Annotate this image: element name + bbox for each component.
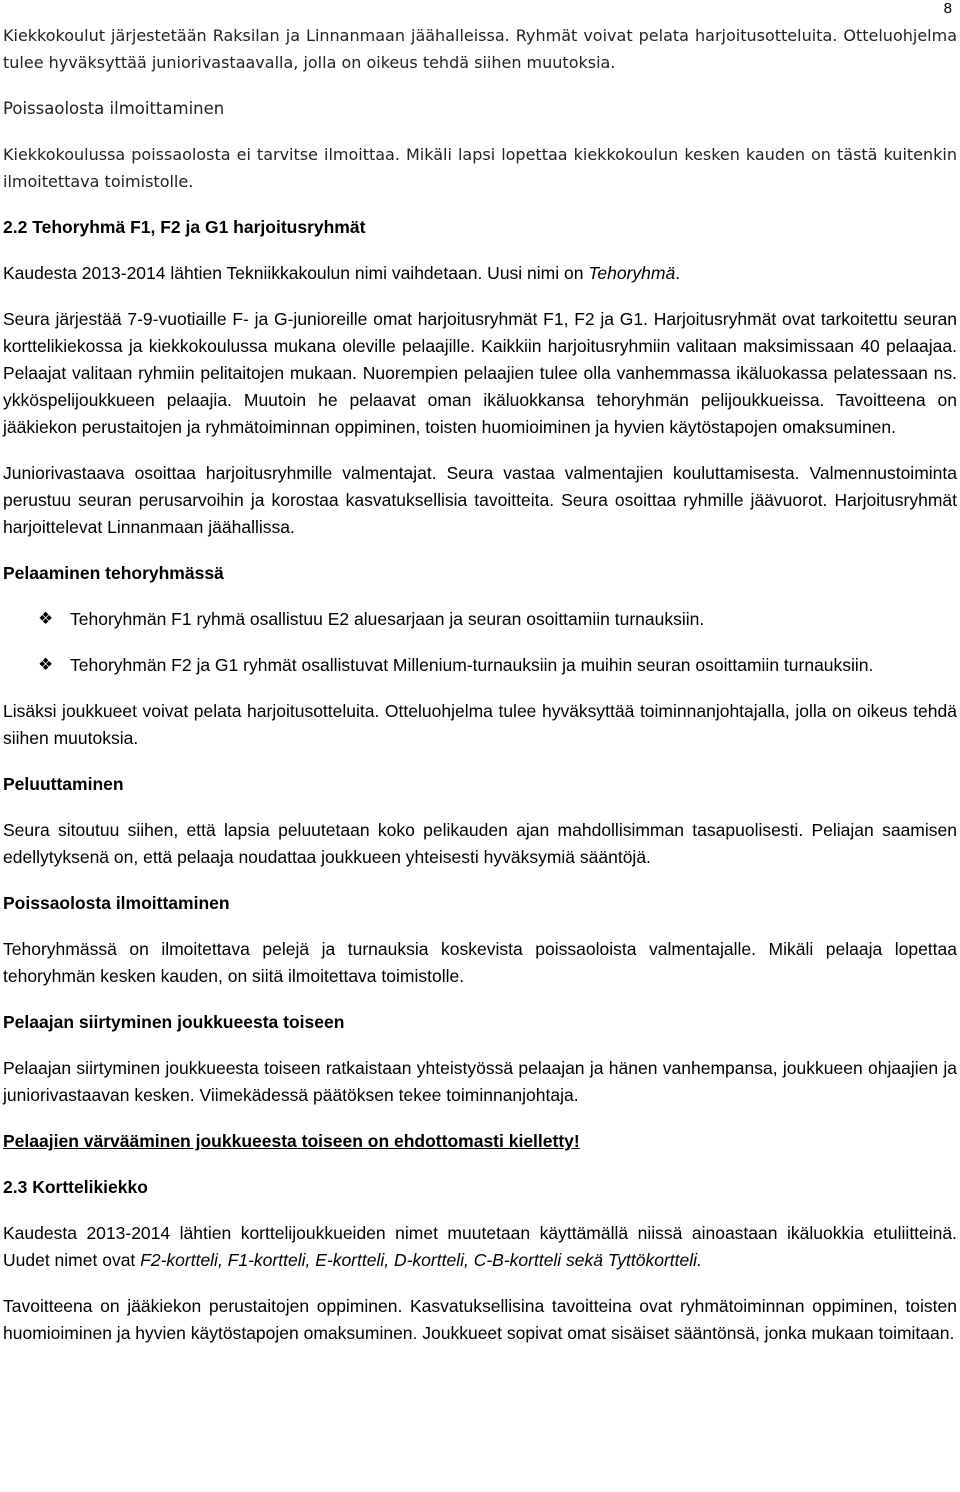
heading-siirtyminen: Pelaajan siirtyminen joukkueesta toiseen — [3, 1012, 345, 1032]
paragraph-kiekkokoulu-poissaolo: Kiekkokoulussa poissaolosta ei tarvitse ilmoittaa. Mikäli lapsi lopettaa kiekkokoulun kesken kauden on tästä kuitenkin ilmoitettava toimistolle. — [3, 145, 957, 191]
korttelikiekko-names-italic: F2-kortteli, F1-kortteli, E-kortteli, D-kortteli, C-B-kortteli sekä Tyttökortteli. — [140, 1250, 702, 1270]
warning-varvaaminen — [3, 1128, 957, 1155]
diamond-bullet-icon: ❖ — [38, 609, 54, 629]
bullet-item-f2-g1 — [38, 652, 957, 679]
paragraph-peluuttaminen: Seura sitoutuu siihen, että lapsia peluutetaan koko pelikauden ajan mahdollisimman tasapuolisesti. Peliajan saamisen edellytyksenä on, että pelaaja noudattaa joukkueen yhteisesti hyväksymiä sääntöjä. — [3, 820, 957, 867]
heading-section-2-2: 2.2 Tehoryhmä F1, F2 ja G1 harjoitusryhmät — [3, 217, 366, 237]
bullet-text-f1: Tehoryhmän F1 ryhmä osallistuu E2 aluesarjaan ja seuran osoittamiin turnauksiin. — [70, 609, 705, 629]
korttelikiekko-text: Kaudesta 2013-2014 lähtien korttelijoukkueiden nimet muutetaan käyttämällä niissä ainoastaan ikäluokkia etuliitteinä. Uudet nimet ovat — [3, 1223, 957, 1270]
page-number: 8 — [943, 0, 952, 17]
paragraph-tehoryhma-poissaolo: Tehoryhmässä on ilmoitettava pelejä ja turnauksia koskevista poissaoloista valmentajalle. Mikäli pelaaja lopettaa tehoryhmän kesken kauden, on siitä ilmoitettava toimistolle. — [3, 939, 957, 986]
paragraph-tehoryhma-text: Kaudesta 2013-2014 lähtien Tekniikkakoulun nimi vaihdetaan. Uusi nimi on — [3, 263, 589, 283]
bullet-item-f1 — [38, 606, 957, 633]
heading-peluuttaminen: Peluuttaminen — [3, 774, 124, 794]
paragraph-harjoitusryhmat: Seura järjestää 7-9-vuotiaille F- ja G-junioreille omat harjoitusryhmät F1, F2 ja G1. Harjoitusryhmät ovat tarkoitettu seuran korttelikiekossa ja kiekkokoulussa mukana oleville pelaajille. Kaikkiin harjoitusryhmiin valitaan maksimissaan 40 pelaajaa. Pelaajat valitaan ryhmiin pelitaitojen mukaan. Nuorempien pelaajien tulee olla vanhemmassa ikäluokassa pelatessaan ns. ykköspelijoukkueen pelaajia. Muutoin he pelaavat oman ikäluokkansa tehoryhmän pelijoukkueissa. Tavoitteena on jääkiekon perustaitojen ja ryhmätoiminnan oppiminen, toisten huomioiminen ja hyvien käytöstapojen omaksuminen. — [3, 309, 957, 437]
paragraph-kiekkokoulut: Kiekkokoulut järjestetään Raksilan ja Linnanmaan jäähalleissa. Ryhmät voivat pelata harjoitusotteluita. Otteluohjelma tulee hyväksyttää juniorivastaavalla, jolla on oikeus tehdä siihen muutoksia. — [3, 26, 957, 72]
diamond-bullet-icon: ❖ — [38, 655, 54, 675]
paragraph-valmentajat: Juniorivastaava osoittaa harjoitusryhmille valmentajat. Seura vastaa valmentajien kouluttamisesta. Valmennustoiminta perustuu seuran perusarvoihin ja korostaa kasvatuksellisia tavoitteita. Seura osoittaa ryhmille jäävuorot. Harjoitusryhmät harjoittelevat Linnanmaan jäähallissa. — [3, 463, 957, 537]
paragraph-harjoitusottelut: Lisäksi joukkueet voivat pelata harjoitusotteluita. Otteluohjelma tulee hyväksyttää toiminnanjohtajalla, jolla on oikeus tehdä siihen muutoksia. — [3, 701, 957, 748]
heading-section-2-3: 2.3 Korttelikiekko — [3, 1177, 148, 1197]
bullet-text-f2-g1: Tehoryhmän F2 ja G1 ryhmät osallistuvat Millenium-turnauksiin ja muihin seuran osoittamiin turnauksiin. — [70, 655, 874, 675]
heading-pelaaminen: Pelaaminen tehoryhmässä — [3, 563, 224, 583]
warning-text: Pelaajien värvääminen joukkueesta toiseen on ehdottomasti kielletty! — [3, 1131, 580, 1151]
paragraph-korttelikiekko-names — [3, 1220, 957, 1274]
heading-poissaolosta-1: Poissaolosta ilmoittaminen — [3, 99, 225, 118]
paragraph-siirtyminen: Pelaajan siirtyminen joukkueesta toiseen ratkaistaan yhteistyössä pelaajan ja hänen vanhempansa, joukkueen ohjaajien ja juniorivastaavan kesken. Viimekädessä päätöksen tekee toiminnanjohtaja. — [3, 1058, 957, 1105]
tehoryhma-italic: Tehoryhmä — [588, 263, 676, 283]
paragraph-korttelikiekko-tavoitteet: Tavoitteena on jääkiekon perustaitojen oppiminen. Kasvatuksellisina tavoitteina ovat ryhmätoiminnan oppiminen, toisten huomioiminen ja hyvien käytöstapojen omaksuminen. Joukkueet sopivat omat sisäiset sääntönsä, jonka mukaan toimitaan. — [3, 1296, 957, 1343]
heading-poissaolosta-2: Poissaolosta ilmoittaminen — [3, 893, 230, 913]
paragraph-tehoryhma-period: . — [675, 263, 681, 283]
paragraph-tehoryhma-name — [3, 260, 957, 287]
